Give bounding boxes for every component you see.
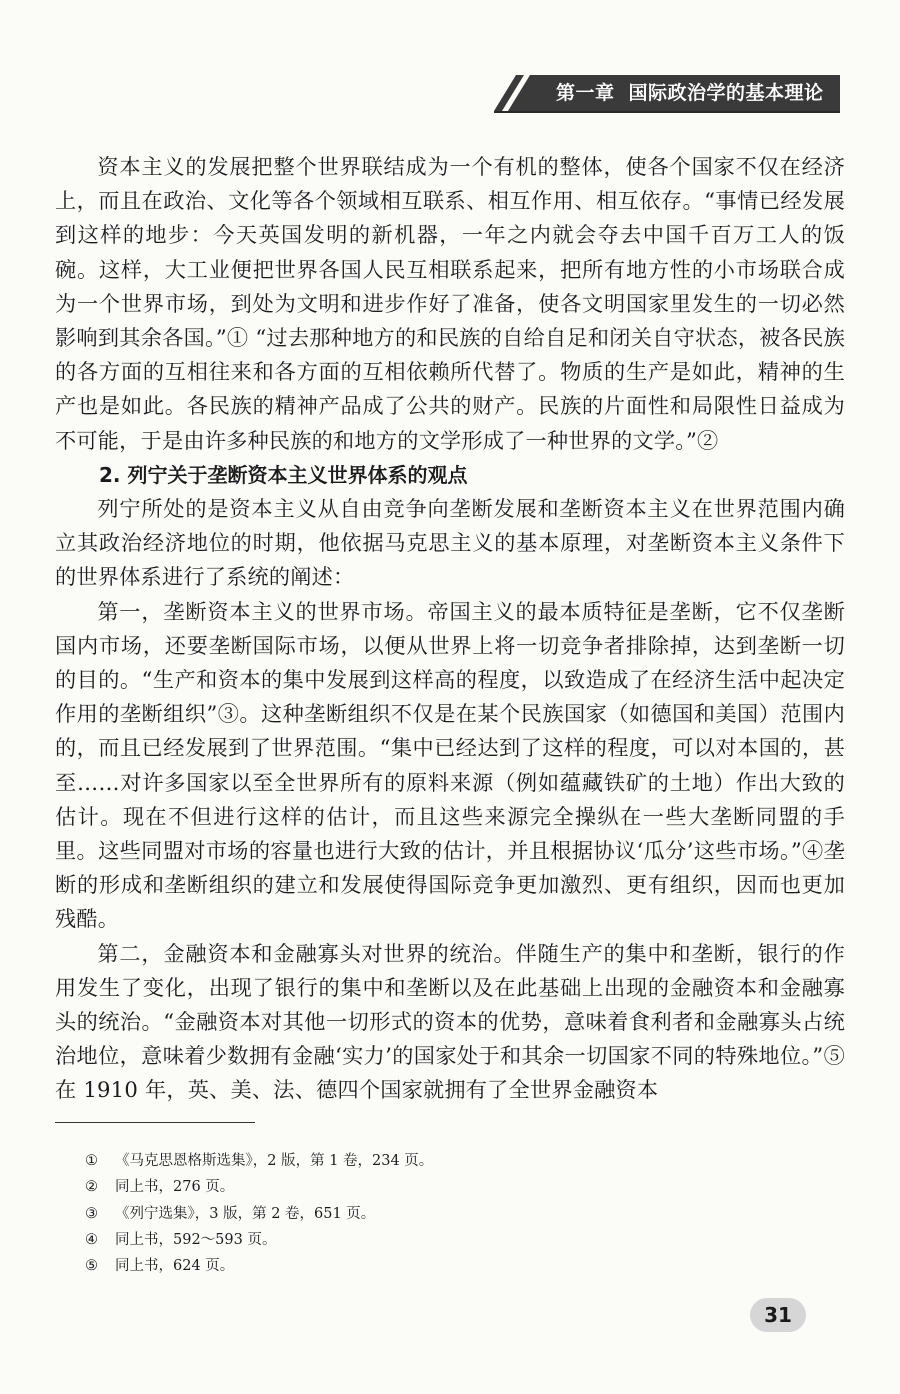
footnote-1: [85, 1148, 785, 1174]
footnotes: [85, 1148, 785, 1279]
footnote-divider: [55, 1122, 255, 1123]
chapter-label: 第一章: [556, 82, 615, 104]
footnote-4: [85, 1227, 785, 1253]
footnote-3: [85, 1201, 785, 1227]
paragraph-4: 第二，金融资本和金融寡头对世界的统治。伴随生产的集中和垄断，银行的作用发生了变化，出现了银行的集中和垄断以及在此基础上出现的金融资本和金融寡头的统治。“金融资本对其他一切形式的资本的优势，意味着食利者和金融寡头占统治地位，意味着少数拥有金融‘实力’的国家处于和其余一切国家不同的特殊地位。”⑤ 在 1910 年，英、美、法、德四个国家就拥有了全世界金融资本: [55, 940, 845, 1103]
footnote-2: [85, 1174, 785, 1200]
header-rule: [494, 111, 840, 113]
main-text: [55, 150, 845, 1108]
footnote-mark: ⑤: [85, 1258, 98, 1275]
footnote-mark: ④: [85, 1231, 98, 1248]
page-number: 31: [750, 1298, 806, 1332]
running-header: [494, 75, 840, 111]
footnote-text: 同上书，276 页。: [115, 1179, 235, 1196]
footnote-text: 同上书，624 页。: [115, 1258, 235, 1275]
footnote-text: 《马克思恩格斯选集》，2 版，第 1 卷，234 页。: [115, 1153, 434, 1169]
paragraph-2: 列宁所处的是资本主义从自由竞争向垄断发展和垄断资本主义在世界范围内确立其政治经济地位的时期，他依据马克思主义的基本原理，对垄断资本主义条件下的世界体系进行了系统的阐述：: [55, 496, 845, 590]
paragraph-3: 第一，垄断资本主义的世界市场。帝国主义的最本质特征是垄断，它不仅垄断国内市场，还要垄断国际市场，以便从世界上将一切竞争者排除掉，达到垄断一切的目的。“生产和资本的集中发展到这样高的程度，以致造成了在经济生活中起决定作用的垄断组织”③。这种垄断组织不仅是在某个民族国家（如德国和美国）范围内的，而且已经发展到了世界范围。“集中已经达到了这样的程度，可以对本国的，甚至……对许多国家以至全世界所有的原料来源（例如蕴藏铁矿的土地）作出大致的估计。现在不但进行这样的估计，而且这些来源完全操纵在一些大垄断同盟的手里。这些同盟对市场的容量也进行大致的估计，并且根据协议‘瓜分’这些市场。”④垄断的形成和垄断组织的建立和发展使得国际竞争更加激烈、更有组织，因而也更加残酷。: [55, 598, 845, 932]
chapter-title: 国际政治学的基本理论: [628, 82, 824, 104]
footnote-mark: ②: [85, 1179, 98, 1196]
header-text: [556, 75, 824, 111]
paragraph-1: 资本主义的发展把整个世界联结成为一个有机的整体，使各个国家不仅在经济上，而且在政治、文化等各个领域相互联系、相互作用、相互依存。“事情已经发展到这样的地步：今天英国发明的新机器，一年之内就会夺去中国千百万工人的饭碗。这样，大工业便把世界各国人民互相联系起来，把所有地方性的小市场联合成为一个世界市场，到处为文明和进步作好了准备，使各文明国家里发生的一切必然影响到其余各国。”① “过去那种地方的和民族的自给自足和闭关自守状态，被各民族的各方面的互相往来和各方面的互相依赖所代替了。物质的生产是如此，精神的生产也是如此。各民族的精神产品成了公共的财产。民族的片面性和局限性日益成为不可能，于是由许多种民族的和地方的文学形成了一种世界的文学。”②: [55, 154, 845, 453]
footnote-mark: ①: [85, 1153, 98, 1169]
footnote-text: 《列宁选集》，3 版，第 2 卷，651 页。: [115, 1205, 376, 1222]
footnote-text: 同上书，592～593 页。: [115, 1231, 277, 1248]
section-heading: 2. 列宁关于垄断资本主义世界体系的观点: [99, 462, 468, 487]
footnote-5: [85, 1253, 785, 1279]
footnote-mark: ③: [85, 1205, 98, 1222]
